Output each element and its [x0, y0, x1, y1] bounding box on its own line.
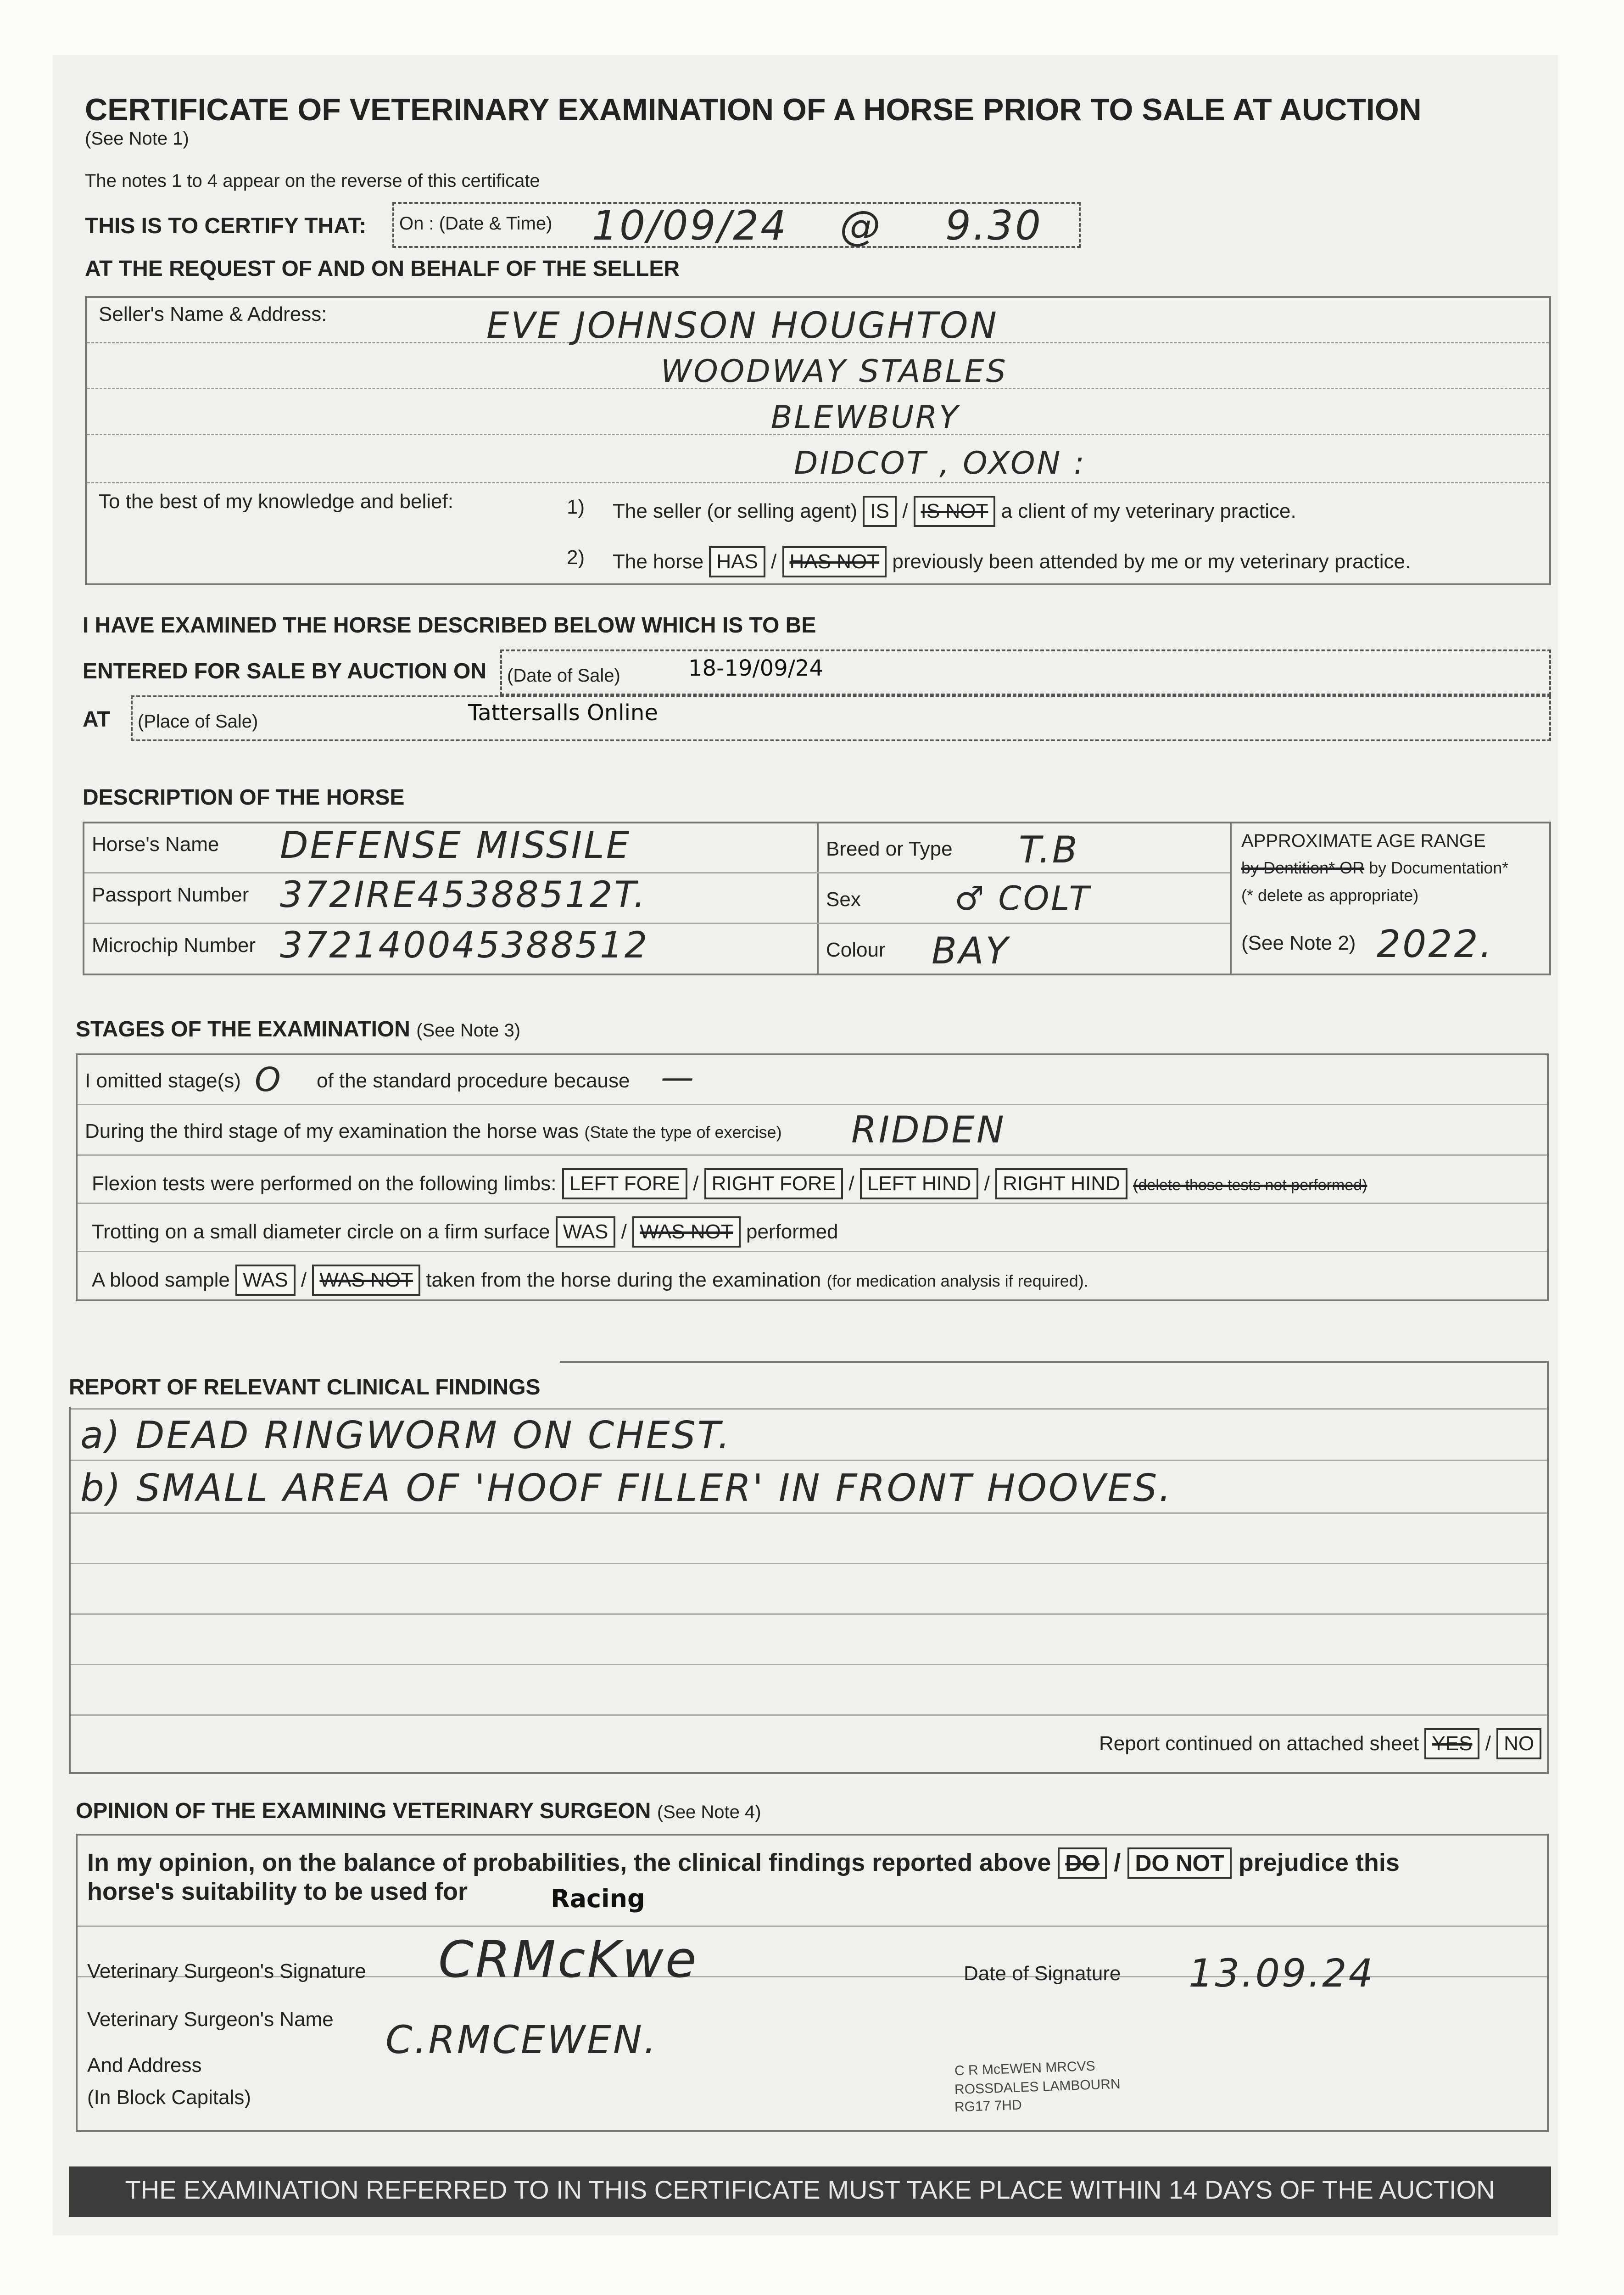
omitted-reason-handwritten: —	[661, 1058, 696, 1097]
horse-name-label: Horse's Name	[92, 833, 219, 856]
continued-option-no: NO	[1496, 1728, 1541, 1759]
sale-date-value: 18-19/09/24	[688, 655, 823, 681]
microchip-handwritten: 372140045388512	[280, 925, 649, 966]
exam-date-handwritten: 10/09/24	[592, 202, 788, 249]
date-of-signature-handwritten: 13.09.24	[1189, 1951, 1375, 1996]
blood-note: (for medication analysis if required).	[826, 1271, 1088, 1290]
seller-line-4	[87, 482, 1549, 483]
stages-line-4	[78, 1251, 1547, 1252]
item-2-statement	[613, 546, 1411, 577]
seller-name-label: Seller's Name & Address:	[99, 303, 327, 325]
blood-option-was-not-struck: WAS NOT	[312, 1265, 420, 1296]
passport-handwritten: 372IRE45388512T.	[280, 874, 647, 916]
date-of-signature-label: Date of Signature	[964, 1962, 1121, 1985]
report-continued-label: Report continued on attached sheet	[1099, 1732, 1419, 1755]
findings-line-2	[71, 1512, 1547, 1514]
age-see-note-2: (See Note 2)	[1241, 932, 1356, 954]
flexion-note-struck: (delete those tests not performed)	[1133, 1176, 1367, 1194]
stages-title-text: STAGES OF THE EXAMINATION	[76, 1017, 410, 1041]
opinion-line-1-post: prejudice this	[1238, 1849, 1400, 1876]
vet-name-label: Veterinary Surgeon's Name	[87, 2008, 334, 2031]
opinion-separator: /	[1114, 1849, 1121, 1876]
breed-handwritten: T.B	[1019, 828, 1079, 871]
sex-handwritten: ♂ COLT	[954, 879, 1091, 918]
sex-label: Sex	[826, 888, 861, 911]
findings-line-4	[71, 1613, 1547, 1615]
item-2-pre: The horse	[613, 550, 704, 573]
findings-line-5	[71, 1664, 1547, 1665]
breed-label: Breed or Type	[826, 838, 953, 860]
description-divider-2	[1230, 822, 1232, 975]
trotting-post: performed	[746, 1220, 838, 1243]
vet-name-handwritten: C.RMCEWEN.	[385, 2017, 658, 2062]
colour-handwritten: BAY	[932, 929, 1010, 972]
blood-option-was: WAS	[235, 1265, 296, 1296]
age-delete-note: (* delete as appropriate)	[1241, 886, 1419, 905]
age-handwritten: 2022.	[1377, 923, 1494, 966]
age-documentation: by Documentation*	[1369, 858, 1509, 877]
entered-for-sale-label: ENTERED FOR SALE BY AUCTION ON	[83, 659, 487, 683]
seller-address-1-handwritten: WOODWAY STABLES	[661, 353, 1008, 390]
opinion-title-text: OPINION OF THE EXAMINING VETERINARY SURGEON	[76, 1799, 651, 1823]
opinion-option-do-struck: DO	[1058, 1847, 1107, 1879]
opinion-statement-line-1	[87, 1847, 1400, 1879]
omitted-stage-handwritten: O	[255, 1060, 283, 1099]
opinion-line-2: horse's suitability to be used for	[87, 1878, 468, 1905]
findings-line-1	[71, 1460, 1547, 1461]
continued-separator: /	[1485, 1732, 1491, 1755]
opinion-line-1-pre: In my opinion, on the balance of probabilities, the clinical findings reported above	[87, 1849, 1051, 1876]
item-2-post: previously been attended by me or my veterinary practice.	[892, 550, 1411, 573]
item-1-number: 1)	[567, 496, 585, 518]
opinion-see-note-4: (See Note 4)	[657, 1802, 761, 1822]
flexion-label: Flexion tests were performed on the following limbs:	[92, 1172, 557, 1195]
exercise-type-handwritten: RIDDEN	[851, 1108, 1006, 1151]
signature-label: Veterinary Surgeon's Signature	[87, 1960, 366, 1982]
item-1-statement	[613, 496, 1296, 527]
suitability-use-value: Racing	[551, 1884, 645, 1913]
description-row-line-2	[84, 923, 1230, 924]
opinion-line-1	[78, 1926, 1547, 1927]
limb-right-fore: RIGHT FORE	[704, 1168, 843, 1199]
sale-place-label: (Place of Sale)	[138, 711, 258, 732]
notes-line: The notes 1 to 4 appear on the reverse of this certificate	[85, 171, 540, 191]
request-label: AT THE REQUEST OF AND ON BEHALF OF THE SELLER	[85, 257, 680, 281]
blood-label: A blood sample	[92, 1269, 230, 1291]
blood-post: taken from the horse during the examination	[426, 1269, 821, 1291]
trotting-option-was: WAS	[556, 1216, 616, 1248]
vet-signature: CRMcKwe	[438, 1930, 698, 1989]
sale-place-value: Tattersalls Online	[468, 700, 658, 726]
see-note-1: (See Note 1)	[85, 129, 189, 149]
limb-right-hind: RIGHT HIND	[995, 1168, 1127, 1199]
horse-name-handwritten: DEFENSE MISSILE	[280, 824, 631, 867]
address-label: And Address	[87, 2054, 202, 2077]
report-continued-statement	[1099, 1728, 1541, 1759]
item-1-post: a client of my veterinary practice.	[1001, 500, 1296, 522]
third-stage-statement	[85, 1120, 782, 1143]
opinion-option-do-not: DO NOT	[1127, 1847, 1231, 1879]
finding-b-handwritten: b) SMALL AREA OF 'HOOF FILLER' IN FRONT HOOVES.	[80, 1467, 1173, 1510]
block-capitals-note: (In Block Capitals)	[87, 2086, 251, 2109]
description-divider-1	[817, 822, 819, 975]
description-row-line-1	[84, 872, 1230, 873]
stages-title	[76, 1017, 520, 1042]
stages-line-3	[78, 1203, 1547, 1204]
limb-left-hind: LEFT HIND	[860, 1168, 979, 1199]
trotting-label: Trotting on a small diameter circle on a firm surface	[92, 1220, 550, 1243]
seller-address-3-handwritten: DIDCOT , OXON :	[794, 445, 1086, 481]
stages-see-note-3: (See Note 3)	[416, 1020, 521, 1041]
findings-line-3	[71, 1563, 1547, 1564]
sale-date-box	[500, 649, 1551, 695]
item-1-option-is-not-struck: IS NOT	[914, 496, 996, 527]
colour-label: Colour	[826, 939, 886, 961]
microchip-label: Microchip Number	[92, 934, 256, 957]
at-sign-handwritten: @	[840, 202, 882, 249]
seller-address-2-handwritten: BLEWBURY	[771, 399, 960, 436]
stages-line-1	[78, 1104, 1547, 1105]
vet-stamp-line-1: C R McEWEN MRCVS	[954, 2058, 1096, 2079]
third-stage-label: During the third stage of my examination the horse was	[85, 1120, 579, 1142]
trotting-statement: Trotting on a small diameter circle on a firm surface WAS / WAS NOT performed	[92, 1216, 838, 1248]
item-2-option-has-not-struck: HAS NOT	[782, 546, 887, 577]
passport-label: Passport Number	[92, 884, 249, 906]
age-range-title: APPROXIMATE AGE RANGE	[1241, 831, 1486, 851]
vet-stamp-line-2: ROSSDALES LAMBOURN	[954, 2076, 1121, 2098]
item-1-option-is: IS	[863, 496, 897, 527]
item-2-option-has: HAS	[709, 546, 765, 577]
opinion-title	[76, 1798, 761, 1824]
findings-title: REPORT OF RELEVANT CLINICAL FINDINGS	[69, 1375, 541, 1399]
trotting-option-was-not-struck: WAS NOT	[632, 1216, 741, 1248]
continued-option-yes-struck: YES	[1424, 1728, 1479, 1759]
blood-statement: A blood sample WAS / WAS NOT taken from the horse during the examination (for medication analysis if required).	[92, 1265, 1088, 1296]
seller-name-handwritten: EVE JOHNSON HOUGHTON	[486, 305, 999, 347]
sale-date-label: (Date of Sale)	[507, 666, 620, 686]
omitted-mid-label: of the standard procedure because	[317, 1069, 630, 1092]
item-2-separator: /	[771, 550, 777, 573]
examined-line: I HAVE EXAMINED THE HORSE DESCRIBED BELOW WHICH IS TO BE	[83, 613, 816, 638]
third-stage-note: (State the type of exercise)	[584, 1123, 782, 1142]
findings-line-0	[71, 1408, 1547, 1410]
exam-time-handwritten: 9.30	[945, 202, 1043, 249]
footer-notice: THE EXAMINATION REFERRED TO IN THIS CERTIFICATE MUST TAKE PLACE WITHIN 14 DAYS OF THE AUCTION	[125, 2175, 1495, 2204]
stages-line-2	[78, 1154, 1547, 1156]
belief-label: To the best of my knowledge and belief:	[99, 490, 453, 513]
limb-left-fore: LEFT FORE	[562, 1168, 687, 1199]
certificate-title: CERTIFICATE OF VETERINARY EXAMINATION OF A HORSE PRIOR TO SALE AT AUCTION	[85, 92, 1422, 127]
flexion-statement: Flexion tests were performed on the following limbs: LEFT FORE / RIGHT FORE / LEFT HIND / RIGHT HIND (delete those tests not performed)	[92, 1168, 1367, 1199]
item-1-separator: /	[902, 500, 908, 522]
item-2-number: 2)	[567, 546, 585, 569]
omitted-label: I omitted stage(s)	[85, 1069, 241, 1092]
certify-label: THIS IS TO CERTIFY THAT:	[85, 214, 367, 238]
item-1-pre: The seller (or selling agent)	[613, 500, 858, 522]
vet-stamp-line-3: RG17 7HD	[954, 2097, 1022, 2115]
date-time-label: On : (Date & Time)	[399, 213, 552, 234]
finding-a-handwritten: a) DEAD RINGWORM ON CHEST.	[80, 1414, 732, 1457]
findings-line-6	[71, 1714, 1547, 1716]
description-title: DESCRIPTION OF THE HORSE	[83, 785, 405, 810]
at-label: AT	[83, 707, 111, 732]
sale-place-box	[131, 695, 1551, 741]
age-dentition-struck: by Dentition* OR	[1241, 858, 1365, 877]
age-range-methods	[1241, 858, 1508, 878]
